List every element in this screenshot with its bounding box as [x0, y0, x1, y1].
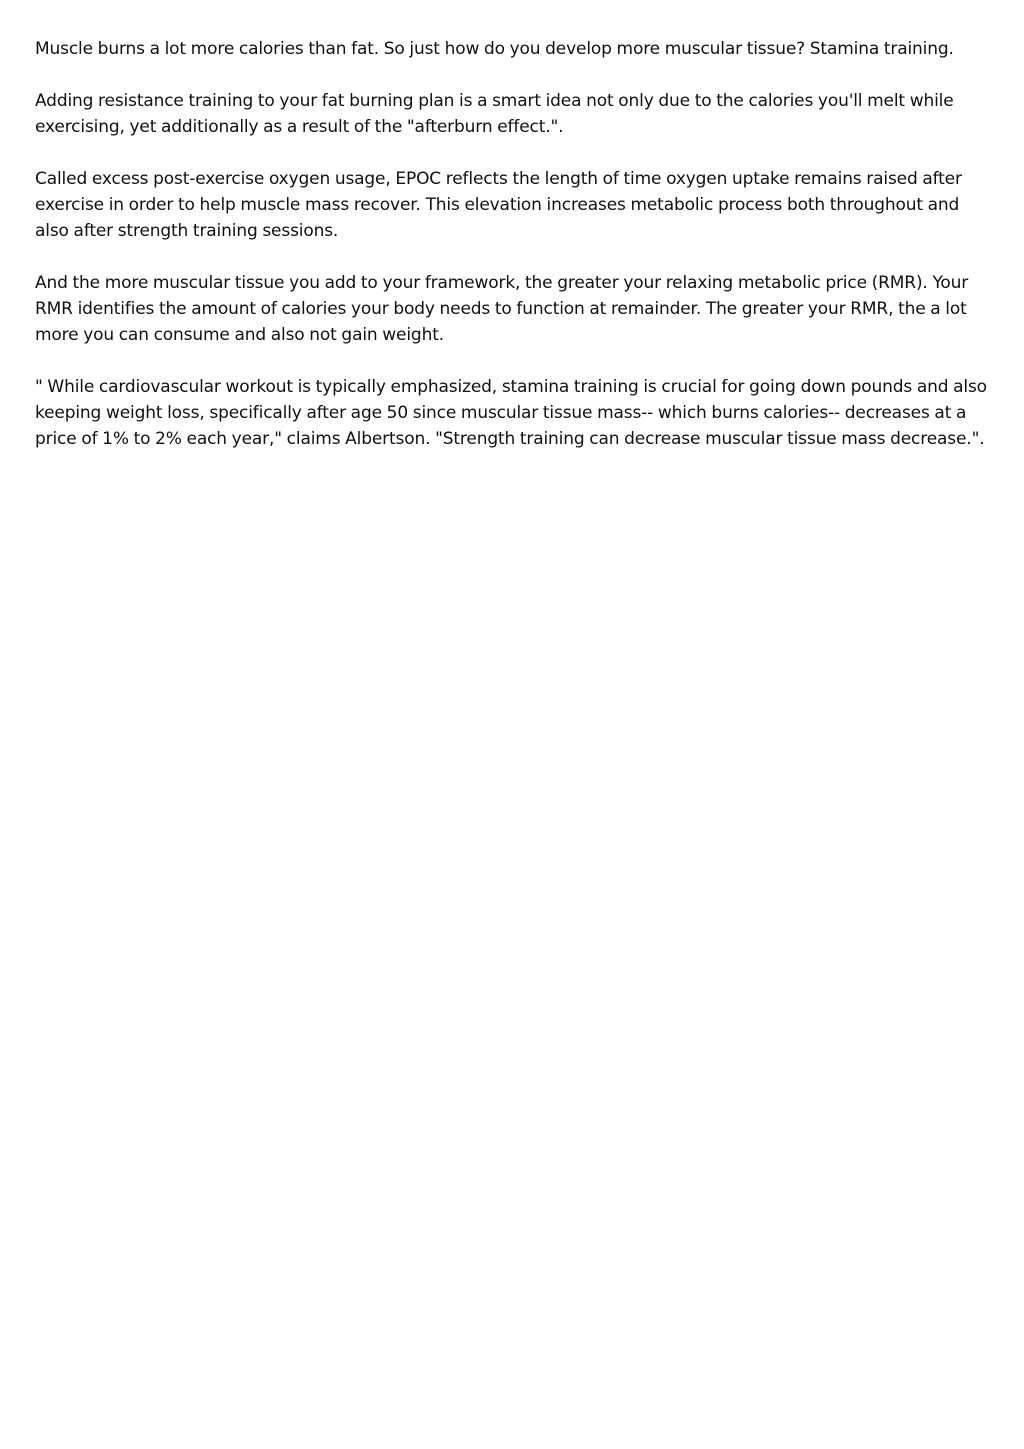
paragraph-epoc: Called excess post-exercise oxygen usage, EPOC reflects the length of time oxygen uptake remains raised after exercise in order to help muscle mass recover. This elevation increases metabolic process both throughout and also after strength training sessions. — [35, 169, 962, 241]
paragraph-muscle-calories: Muscle burns a lot more calories than fat. So just how do you develop more muscular tissue? Stamina training. — [35, 39, 954, 59]
paragraph-resistance-training: Adding resistance training to your fat burning plan is a smart idea not only due to the calories you'll melt while exercising, yet additionally as a result of the "afterburn effect.". — [35, 91, 954, 137]
document-body — [35, 36, 995, 452]
paragraph-rmr: And the more muscular tissue you add to your framework, the greater your relaxing metabolic price (RMR). Your RMR identifies the amount of calories your body needs to function at remainder. The greater your RMR, the a lot more you can consume and also not gain weight. — [35, 273, 969, 345]
paragraph-albertson-quote: " While cardiovascular workout is typically emphasized, stamina training is crucial for going down pounds and also keeping weight loss, specifically after age 50 since muscular tissue mass-- which burns calories-- decreases at a price of 1% to 2% each year," claims Albertson. "Strength training can decrease muscular tissue mass decrease.". — [35, 377, 987, 449]
